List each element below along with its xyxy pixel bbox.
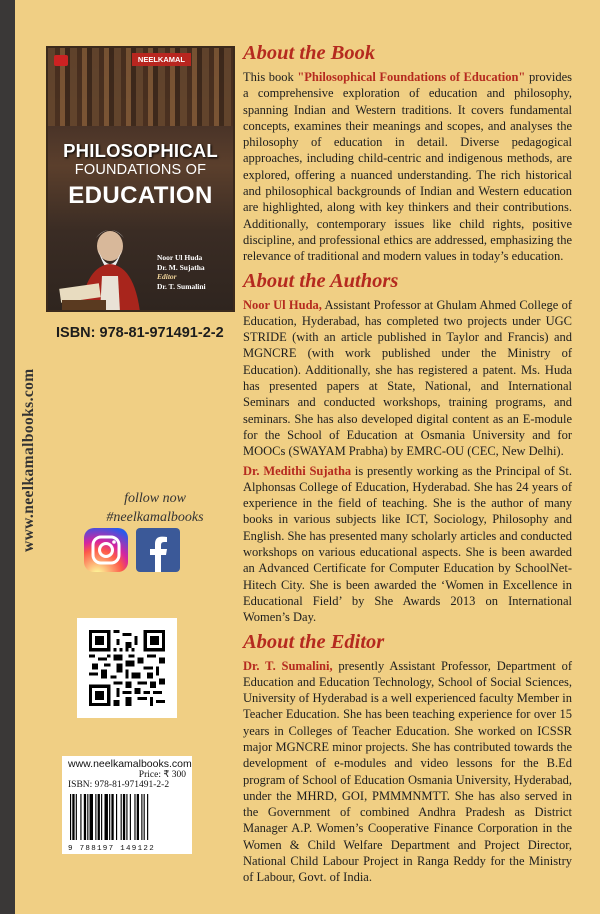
barcode-bar	[87, 794, 88, 840]
barcode-bar	[72, 794, 74, 840]
author2-bio: is presently working as the Principal of St. Alphonsas College of Education, Hyderabad. She has 24 years of experience in the field of teaching. She is the author of many books in various subjects like ICT, Sociology, Philosophy and English. She has presented many scholarly articles and conducted workshops on various educational aspects. She is been awarded an Advanced Certificate for Computer Education by SchoolNet-Hitech City. She is been awarded the ‘Women in Excellence in Educational Field’ by She Awards 2013 on International Women’s Day.	[243, 463, 572, 625]
spine-strip	[0, 0, 15, 914]
editor-bio: presently Assistant Professor, Department of Education and Education Technology, School of Social Sciences, University of Hyderabad is a well experienced faculty Member in Teacher Education. She has been teaching experience for over 15 years in Colleges of Teacher Education. She worked on ICSSR major MGNCRE minor projects. She has contributed towards the development of e-modules and video lessons for the B.Ed program of School of Education Osmania University, Hyderabad, under the MHRD, GOI, PMMMNMTT. She has also served in the Government of combined Andhra Pradesh as District Manager A.P. Women’s Cooperative Finance Corporation in the Women & Child Welfare Department and Project Director, National Child Labour Project in Ranga Reddy for the Ministry of Labour, Govt. of India.	[243, 658, 572, 885]
author2-name: Dr. Medithi Sujatha	[243, 463, 352, 478]
barcode-bar	[144, 794, 145, 840]
barcode-bar	[98, 794, 100, 840]
author2-paragraph	[243, 463, 572, 626]
barcode-bar	[105, 794, 108, 840]
instagram-icon[interactable]	[84, 528, 128, 572]
barcode-panel	[62, 756, 192, 854]
barcode-digits: 9 788197 149122	[68, 845, 156, 853]
philosopher-illustration	[58, 216, 158, 312]
editor-paragraph	[243, 658, 572, 886]
follow-block	[95, 489, 215, 527]
about-book-body: provides a comprehensive exploration of education and philosophy, spanning Indian and Western traditions. It covers fundamental concepts, examines their meanings and scopes, and analyses the philosophy of education in detail. Diverse pedagogical approaches, including child-centric and indigenous methods, are explored, offering a nuanced understanding. The rich historical and philosophical backgrounds of Indian and Western education are highlighted, along with key thinkers and their contributions. Additionally, contemporary issues like child rights, positive discipline, and professional ethics are addressed, emphasizing the relevance of traditional and modern values in today’s education.	[243, 70, 572, 264]
facebook-icon[interactable]	[136, 528, 180, 572]
editor-name: Dr. T. Sumalini,	[243, 658, 333, 673]
barcode-bar	[109, 794, 110, 840]
book-title-highlight: "Philosophical Foundations of Education"	[297, 70, 526, 84]
barcode-isbn: ISBN: 978-81-971491-2-2	[68, 780, 170, 790]
barcode-bar	[95, 794, 96, 840]
about-book-heading: About the Book	[243, 42, 376, 64]
barcode-price: Price: ₹ 300	[138, 770, 186, 780]
barcode-bar	[84, 794, 86, 840]
barcode-bar	[111, 794, 113, 840]
barcode-bar	[76, 794, 77, 840]
barcode-bar	[130, 794, 131, 840]
cover-editor: Dr. T. Sumalini	[157, 281, 206, 291]
cover-publisher-badge: NEELKAMAL	[132, 53, 191, 66]
author1-paragraph	[243, 297, 572, 460]
cover-author-1: Noor Ul Huda	[157, 253, 203, 262]
barcode-bar	[147, 794, 148, 840]
barcode-url: www.neelkamalbooks.com	[68, 758, 192, 770]
cover-editor-label: Editor	[157, 272, 177, 281]
about-editor-heading: About the Editor	[243, 630, 385, 653]
barcode-bar	[121, 794, 122, 840]
hashtag-text: #neelkamalbooks	[106, 510, 204, 525]
author1-name: Noor Ul Huda,	[243, 297, 322, 312]
barcode-bar	[80, 794, 81, 840]
barcode-bar	[70, 794, 71, 840]
author1-bio: Assistant Professor at Ghulam Ahmed College of Education, Hyderabad, has completed two projects under UGC STRIDE (with an article published in Taylor and Francis) and MGNCRE (with work published under the Ministry of Education). Additionally, she has registered a patent. Ms. Huda has presented papers at State, National, and International Seminars and conducted workshops, training programs, and seminars. She has also developed digital content as an E-module for the School of Education at Osmania University and for MOOCs (SWAYAM Prabha) by EMRC-OU (CEC, New Delhi).	[243, 297, 572, 459]
about-book-intro: This book	[243, 70, 298, 84]
barcode-bar	[137, 794, 139, 840]
cover-author-list	[157, 253, 235, 291]
cover-title-line3: EDUCATION	[68, 182, 213, 209]
barcode-bar	[126, 794, 127, 840]
qr-code[interactable]	[77, 618, 177, 718]
barcode-bar	[134, 794, 135, 840]
text-column	[243, 40, 572, 886]
publisher-logo-icon	[54, 55, 68, 66]
barcode-bar	[141, 794, 142, 840]
cover-author-2: Dr. M. Sujatha	[157, 262, 205, 272]
about-authors-heading: About the Authors	[243, 269, 399, 292]
barcode-bar	[101, 794, 102, 840]
barcode-bar	[123, 794, 125, 840]
book-cover-thumbnail	[46, 46, 235, 312]
about-book-paragraph	[243, 69, 572, 265]
vertical-website-url: www.neelkamalbooks.com	[20, 368, 37, 552]
cover-title-line2: FOUNDATIONS OF	[74, 162, 207, 178]
follow-now-text: follow now	[124, 491, 186, 506]
barcode-bars	[68, 794, 186, 840]
barcode-bar	[116, 794, 117, 840]
barcode-bar	[90, 794, 93, 840]
cover-title-line1: PHILOSOPHICAL	[63, 140, 218, 161]
isbn-label: ISBN: 978-81-971491-2-2	[56, 325, 224, 341]
